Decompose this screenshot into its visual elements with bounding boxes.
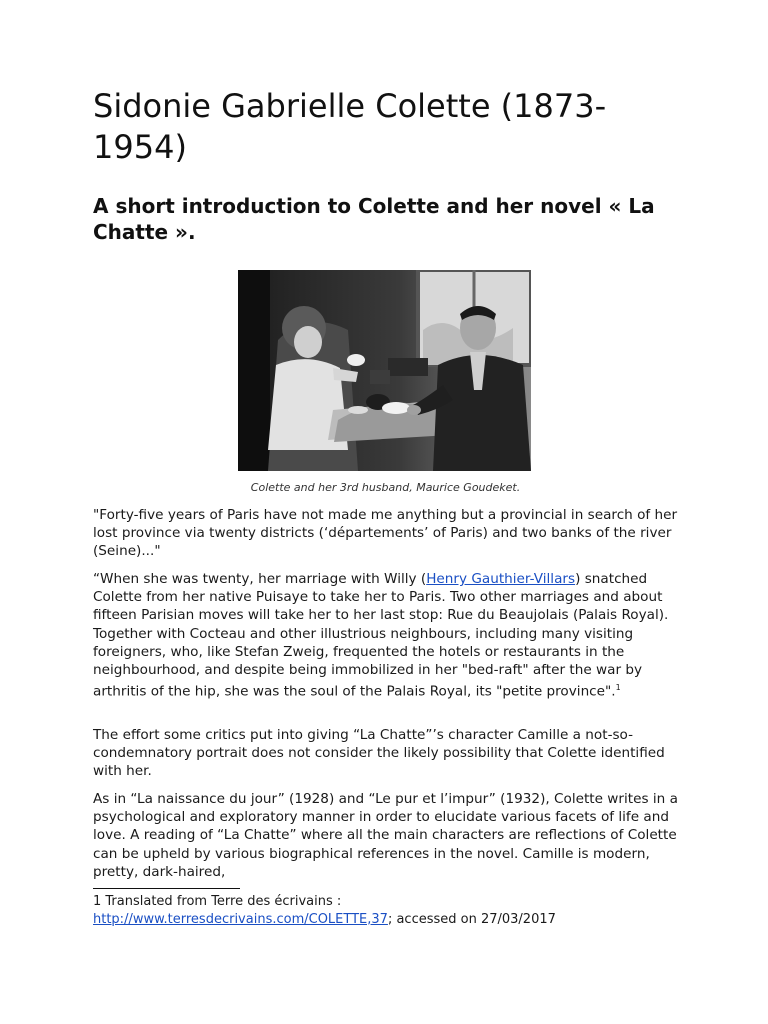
footnote	[93, 893, 678, 929]
colette-photo	[238, 270, 531, 471]
footnote-reference[interactable]: 1	[615, 683, 621, 693]
henry-gauthier-villars-link[interactable]: Henry Gauthier-Villars	[426, 571, 576, 587]
footnote-url-link[interactable]: http://www.terresdecrivains.com/COLETTE,37	[93, 912, 388, 927]
paragraph-biography	[93, 570, 678, 701]
photo-illustration	[238, 270, 531, 471]
photo-caption: Colette and her 3rd husband, Maurice Goudeket.	[250, 481, 521, 494]
footnote-accessed: ; accessed on 27/03/2017	[387, 912, 556, 927]
paragraph-novels: As in “La naissance du jour” (1928) and “Le pur et l’impur” (1932), Colette writes in a psychological and exploratory manner in order to elucidate various facets of life and love. A reading of “La Chatte” where all the main characters are reflections of Colette can be upheld by various biographical references in the novel. Camille is modern, pretty, dark-haired,	[93, 791, 678, 880]
footnote-divider	[93, 888, 240, 889]
footnote-text: 1 Translated from Terre des écrivains :	[93, 894, 342, 909]
paragraph-quote: "Forty-five years of Paris have not made me anything but a provincial in search of her lost province via twenty districts (‘départements’ of Paris) and two banks of the river (Seine)..."	[93, 507, 678, 560]
page-title: Sidonie Gabrielle Colette (1873-1954)	[93, 87, 607, 166]
page-subtitle: A short introduction to Colette and her novel « La Chatte ».	[93, 194, 655, 244]
paragraph-biography-text-start: “When she was twenty, her marriage with Willy (	[93, 571, 427, 587]
paragraph-camille: The effort some critics put into giving “La Chatte”’s character Camille a not-so-condemnatory portrait does not consider the likely possibility that Colette identified with her.	[93, 727, 665, 780]
paragraph-biography-text-end: ) snatched Colette from her native Puisaye to take her to Paris. Two other marriages and about fifteen Parisian moves will take her to her last stop: Rue du Beaujolais (Palais Royal). Together with Cocteau and other illustrious neighbours, including many visiting foreigners, who, like Stefan Zweig, frequented the hotels or restaurants in the neighbourhood, and despite being immobilized in her "bed-raft" after the war by arthritis of the hip, she was the soul of the Palais Royal, its "petite province".	[93, 571, 669, 700]
